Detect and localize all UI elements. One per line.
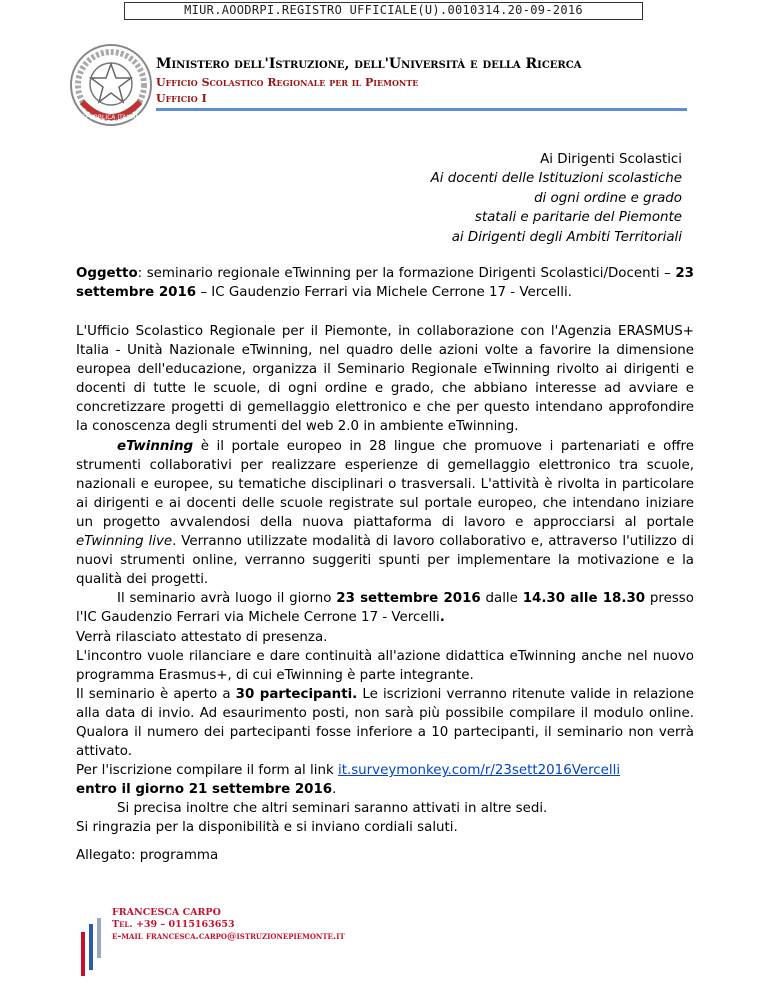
seminar-time: 14.30 alle 18.30 bbox=[522, 591, 646, 607]
paragraph-text: Il seminario è aperto a bbox=[76, 686, 236, 702]
recipient-line: ai Dirigenti degli Ambiti Territoriali bbox=[451, 229, 682, 245]
paragraph-text: . Verranno utilizzate modalità di lavoro collaborativo e, attraverso l'utilizzo di nuovi strumenti online, verranno suggeriti spunti per implementare la motivazione e la qualità dei progetti. bbox=[76, 534, 694, 588]
paragraph-dot: . bbox=[332, 782, 337, 798]
subject-label: Oggetto bbox=[76, 266, 138, 281]
contact-email[interactable]: e-mail francesca.carpo@istruzionepiemonte.it bbox=[112, 931, 345, 942]
paragraph-text: Per l'iscrizione compilare il form al link bbox=[76, 763, 338, 779]
republic-emblem-icon bbox=[68, 42, 154, 128]
registration-link[interactable]: it.surveymonkey.com/r/23sett2016Vercelli bbox=[337, 763, 621, 779]
recipient-line: statali e paritarie del Piemonte bbox=[474, 210, 682, 226]
header-divider bbox=[156, 108, 687, 111]
paragraph-text: presso l'IC Gaudenzio Ferrari via Michele Cerrone 17 - Vercelli bbox=[76, 591, 694, 626]
recipient-line: Ai docenti delle Istituzioni scolastiche bbox=[430, 171, 682, 187]
participants-count: 30 partecipanti. bbox=[235, 686, 358, 702]
subject-location: – IC Gaudenzio Ferrari via Michele Cerrone 17 - Vercelli. bbox=[196, 285, 572, 301]
paragraph-text: Le iscrizioni verranno ritenute valide in relazione alla data di invio. Ad esaurimento posti, non sarà più possibile compilare il modulo online. Qualora il numero dei partecipanti fosse inferiore a 10 partecipanti, il seminario non verrà attivato. bbox=[76, 686, 694, 760]
letter-body bbox=[76, 322, 694, 838]
subject-dash: – bbox=[664, 266, 676, 281]
paragraph-participants bbox=[76, 685, 694, 761]
paragraph-certificate: Verrà rilasciato attestato di presenza. bbox=[76, 629, 328, 645]
contact-phone: Tel. +39 – 0115163653 bbox=[112, 919, 235, 930]
paragraph-greetings: Si ringrazia per la disponibilità e si inviano cordiali saluti. bbox=[76, 820, 458, 836]
regional-office: Ufficio Scolastico Regionale per il Piemonte bbox=[156, 76, 419, 89]
paragraph-text: dalle bbox=[480, 591, 523, 607]
recipient-line: Ai Dirigenti Scolastici bbox=[540, 152, 682, 167]
recipient-line: di ogni ordine e grado bbox=[534, 190, 682, 206]
etwinning-bold: eTwinning bbox=[117, 438, 194, 454]
etwinning-live: eTwinning live bbox=[76, 534, 173, 550]
subject-date: 23 settembre 2016 bbox=[76, 266, 694, 301]
recipients-block bbox=[431, 150, 682, 247]
paragraph-text: Il seminario avrà luogo il giorno bbox=[117, 591, 337, 607]
svg-text:REPUBBLICA ITALIANA: REPUBBLICA ITALIANA bbox=[77, 114, 145, 121]
subject-text: : seminario regionale eTwinning per la formazione Dirigenti Scolastici/Docenti bbox=[137, 266, 660, 281]
seminar-date: 23 settembre 2016 bbox=[336, 591, 481, 607]
contact-name: FRANCESCA CARPO bbox=[112, 907, 221, 918]
attachment-note: Allegato: programma bbox=[76, 848, 219, 863]
office-unit: Ufficio I bbox=[156, 92, 207, 105]
footer-bars-icon bbox=[79, 918, 103, 976]
protocol-stamp: MIUR.AOODRPI.REGISTRO UFFICIALE(U).0010314.20-09-2016 bbox=[124, 2, 643, 20]
paragraph-registration bbox=[76, 761, 694, 799]
registration-deadline: entro il giorno 21 settembre 2016 bbox=[76, 782, 333, 798]
paragraph-dot: . bbox=[439, 610, 445, 626]
paragraph-etwinning bbox=[76, 437, 694, 590]
paragraph-intro: L'Ufficio Scolastico Regionale per il Piemonte, in collaborazione con l'Agenzia ERASMUS+ Italia - Unità Nazionale eTwinning, nel quadro delle azioni volte a favorire la dimensione europea dell'educazione, organizza il Seminario Regionale eTwinning rivolto ai dirigenti e docenti di tutte le scuole, di ogni ordine e grado, che abbiano interesse ad avviare e concretizzare progetti di gemellaggio elettronico e che per questo intendano approfondire la conoscenza degli strumenti del web 2.0 in ambiente eTwinning. bbox=[76, 324, 694, 435]
ministry-name: Ministero dell'Istruzione, dell'Università e della Ricerca bbox=[156, 56, 582, 72]
paragraph-relaunch: L'incontro vuole rilanciare e dare continuità all'azione didattica eTwinning anche nel nuovo programma Erasmus+, di cui eTwinning è parte integrante. bbox=[76, 648, 694, 683]
paragraph-schedule bbox=[76, 589, 694, 627]
subject bbox=[76, 264, 694, 302]
paragraph-other-seminars: Si precisa inoltre che altri seminari saranno attivati in altre sedi. bbox=[117, 801, 548, 817]
paragraph-text: è il portale europeo in 28 lingue che promuove i partenariati e offre strumenti collaborativi per realizzare esperienze di gemellaggio elettronico tra scuole, nazionali e europee, su tematiche disciplinari o trasversali. L'attività è rivolta in particolare ai dirigenti e ai docenti delle scuole registrate sul portale europeo, che intendano iniziare un progetto avvalendosi della nuova piattaforma di lavoro e approcciarsi al portale bbox=[76, 438, 694, 530]
